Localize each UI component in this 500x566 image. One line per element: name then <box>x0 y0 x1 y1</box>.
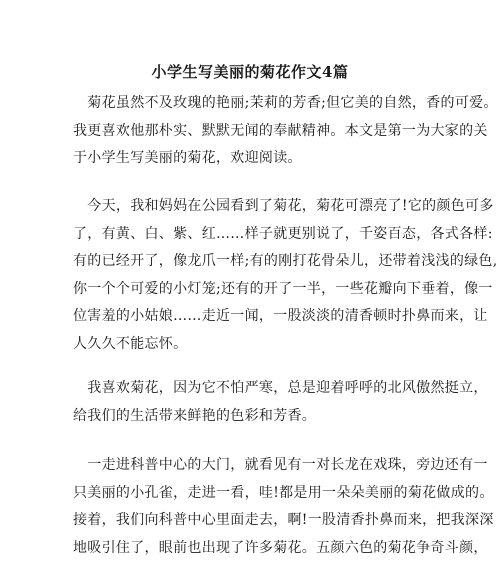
paragraph-line: 一走进科普中心的大门，就看见有一对长龙在戏珠，旁边还有一 <box>73 457 488 473</box>
paragraph-line: 给我们的生活带来鲜艳的色彩和芳香。 <box>73 407 317 424</box>
paragraph-line: 菊花虽然不及玫瑰的艳丽;茉莉的芳香;但它美的自然，香的可爱。 <box>73 95 498 111</box>
article-title: 小学生写美丽的菊花作文4篇 <box>151 63 349 81</box>
paragraph-line: 了，有黄、白、紫、红……样子就更别说了，千姿百态，各式各样: <box>73 225 493 242</box>
paragraph-intro <box>73 90 498 173</box>
paragraph-line: 于小学生写美丽的菊花，欢迎阅读。 <box>73 150 302 166</box>
paragraph-line: 我喜欢菊花，因为它不怕严寒，总是迎着呼呼的北风傲然挺立， <box>73 380 488 396</box>
paragraph-line: 地吸引住了，眼前也出现了许多菊花。五颜六色的菊花争奇斗颜， <box>73 539 488 556</box>
paragraph-line: 有的已经开了，像龙爪一样;有的刚打花骨朵儿，还带着浅浅的绿色, <box>73 253 498 269</box>
paragraph-line: 人久久不能忘怀。 <box>73 335 188 352</box>
paragraph-line: 只美丽的小孔雀，走进一看，哇!都是用一朵朵美丽的菊花做成的。 <box>73 484 494 501</box>
paragraph-science-center <box>73 452 494 562</box>
paragraph-why-i-like <box>73 375 488 430</box>
paragraph-line: 位害羞的小姑娘……走近一闻，一股淡淡的清香顿时扑鼻而来，让 <box>73 308 488 324</box>
paragraph-line: 我更喜欢他那朴实、默默无闻的奉献精神。本文是第一为大家的关 <box>73 122 488 139</box>
paragraph-park-visit <box>73 193 498 358</box>
paragraph-line: 你一个个可爱的小灯笼;还有的开了一半，一些花瓣向下垂着，像一 <box>73 280 493 297</box>
paragraph-line: 接着，我们向科普中心里面走去，啊!一股清香扑鼻而来，把我深深 <box>73 512 494 528</box>
paragraph-line: 今天，我和妈妈在公园看到了菊花，菊花可漂亮了!它的颜色可多 <box>73 198 494 214</box>
